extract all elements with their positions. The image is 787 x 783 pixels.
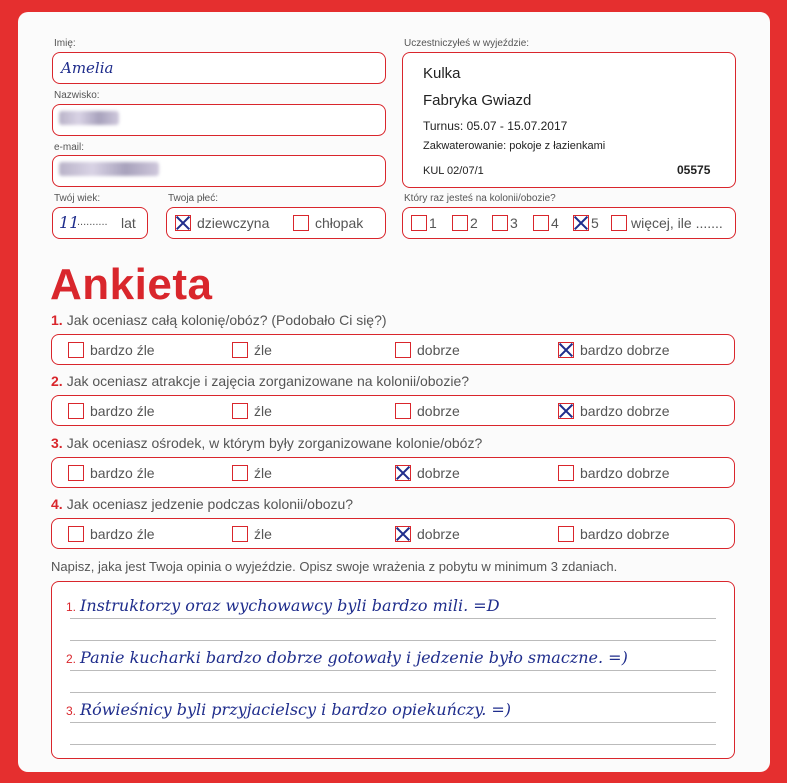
rating-label: źle (254, 342, 272, 359)
trip-line2: Fabryka Gwiazd (423, 92, 532, 109)
writing-line (70, 744, 716, 745)
trip-line1: Kulka (423, 65, 461, 82)
surname-label: Nazwisko: (54, 90, 100, 101)
times-option-more[interactable]: więcej, ile ....... (611, 214, 723, 231)
rating-option[interactable] (395, 341, 460, 358)
redacted-surname (59, 111, 119, 125)
writing-line (70, 640, 716, 641)
rating-label: dobrze (417, 403, 460, 420)
rating-option[interactable] (395, 525, 460, 542)
question-2-scale (51, 395, 735, 426)
rating-label: źle (254, 465, 272, 482)
rating-label: bardzo dobrze (580, 526, 670, 543)
writing-line (70, 618, 716, 619)
rating-option[interactable] (68, 525, 155, 542)
opinion-box[interactable] (51, 581, 735, 759)
survey-sheet (18, 12, 770, 772)
times-option[interactable]: 3 (492, 214, 518, 231)
rating-option[interactable] (68, 464, 155, 481)
age-value: 11 (59, 213, 80, 232)
gender-option-male[interactable]: chłopak (293, 214, 363, 231)
rating-checkbox[interactable] (232, 465, 248, 481)
rating-checkbox[interactable] (232, 342, 248, 358)
writing-line (70, 722, 716, 723)
rating-checkbox[interactable] (395, 465, 411, 481)
name-field[interactable] (52, 52, 386, 84)
rating-checkbox[interactable] (68, 403, 84, 419)
gender-option-female[interactable]: dziewczyna (175, 214, 269, 231)
rating-label: bardzo źle (90, 342, 155, 359)
times-label: Który raz jesteś na kolonii/obozie? (404, 193, 556, 204)
rating-checkbox[interactable] (558, 526, 574, 542)
writing-line (70, 670, 716, 671)
rating-option[interactable] (68, 402, 155, 419)
page-title: Ankieta (50, 260, 213, 309)
redacted-email (59, 162, 159, 176)
times-field (402, 207, 736, 239)
rating-checkbox[interactable] (395, 342, 411, 358)
trip-info-box (402, 52, 736, 188)
trip-turnus: Turnus: 05.07 - 15.07.2017 (423, 119, 568, 133)
opinion-prompt: Napisz, jaka jest Twoja opinia o wyjeździe. Opisz swoje wrażenia z pobytu w minimum 3 zdaniach. (51, 559, 618, 574)
rating-label: bardzo dobrze (580, 465, 670, 482)
question-1: 1. Jak oceniasz całą kolonię/obóz? (Podobało Ci się?) (51, 312, 387, 328)
name-value: Amelia (61, 59, 114, 77)
writing-line (70, 692, 716, 693)
age-label: Twój wiek: (54, 193, 101, 204)
rating-checkbox[interactable] (395, 403, 411, 419)
rating-checkbox[interactable] (68, 465, 84, 481)
rating-checkbox[interactable] (232, 403, 248, 419)
rating-label: bardzo źle (90, 526, 155, 543)
rating-option[interactable] (232, 464, 272, 481)
rating-label: dobrze (417, 465, 460, 482)
gender-female-checkbox[interactable] (175, 215, 191, 231)
trip-code: KUL 02/07/1 (423, 165, 484, 177)
question-2: 2. Jak oceniasz atrakcje i zajęcia zorganizowane na kolonii/obozie? (51, 373, 470, 389)
rating-label: dobrze (417, 526, 460, 543)
rating-label: bardzo źle (90, 465, 155, 482)
age-field[interactable] (52, 207, 148, 239)
trip-lodging: Zakwaterowanie: pokoje z łazienkami (423, 140, 606, 152)
answer-2: 2. Panie kucharki bardzo dobrze gotowały i jedzenie było smaczne. =) (66, 648, 628, 667)
rating-option[interactable] (558, 464, 670, 481)
rating-option[interactable] (395, 464, 460, 481)
gender-male-checkbox[interactable] (293, 215, 309, 231)
question-3: 3. Jak oceniasz ośrodek, w którym były zorganizowane kolonie/obóz? (51, 435, 483, 451)
rating-option[interactable] (395, 402, 460, 419)
rating-checkbox[interactable] (558, 342, 574, 358)
email-label: e-mail: (54, 142, 85, 153)
age-unit: lat (121, 215, 136, 231)
rating-label: dobrze (417, 342, 460, 359)
question-4: 4. Jak oceniasz jedzenie podczas kolonii/obozu? (51, 496, 354, 512)
rating-label: źle (254, 526, 272, 543)
rating-checkbox[interactable] (68, 526, 84, 542)
rating-option[interactable] (232, 525, 272, 542)
times-option[interactable]: 4 (533, 214, 559, 231)
rating-checkbox[interactable] (558, 465, 574, 481)
rating-option[interactable] (558, 402, 670, 419)
gender-field (166, 207, 386, 239)
rating-option[interactable] (232, 341, 272, 358)
surname-field[interactable] (52, 104, 386, 136)
rating-checkbox[interactable] (395, 526, 411, 542)
rating-label: bardzo źle (90, 403, 155, 420)
gender-label: Twoja płeć: (168, 193, 219, 204)
question-3-scale (51, 457, 735, 488)
times-option[interactable]: 2 (452, 214, 478, 231)
trip-label: Uczestniczyłeś w wyjeździe: (404, 38, 530, 49)
times-option[interactable]: 1 (411, 214, 437, 231)
rating-checkbox[interactable] (558, 403, 574, 419)
rating-option[interactable] (68, 341, 155, 358)
rating-label: bardzo dobrze (580, 403, 670, 420)
answer-3: 3. Rówieśnicy byli przyjacielscy i bardzo opiekuńczy. =) (66, 700, 512, 719)
rating-option[interactable] (232, 402, 272, 419)
rating-label: bardzo dobrze (580, 342, 670, 359)
trip-number: 05575 (677, 163, 711, 177)
question-1-scale (51, 334, 735, 365)
age-dots: .......... (77, 216, 108, 228)
rating-checkbox[interactable] (68, 342, 84, 358)
rating-label: źle (254, 403, 272, 420)
email-field[interactable] (52, 155, 386, 187)
rating-checkbox[interactable] (232, 526, 248, 542)
rating-option[interactable] (558, 341, 670, 358)
rating-option[interactable] (558, 525, 670, 542)
answer-1: 1. Instruktorzy oraz wychowawcy byli bardzo mili. =D (66, 596, 500, 615)
times-option[interactable]: 5 (573, 214, 599, 231)
question-4-scale (51, 518, 735, 549)
name-label: Imię: (54, 38, 76, 49)
